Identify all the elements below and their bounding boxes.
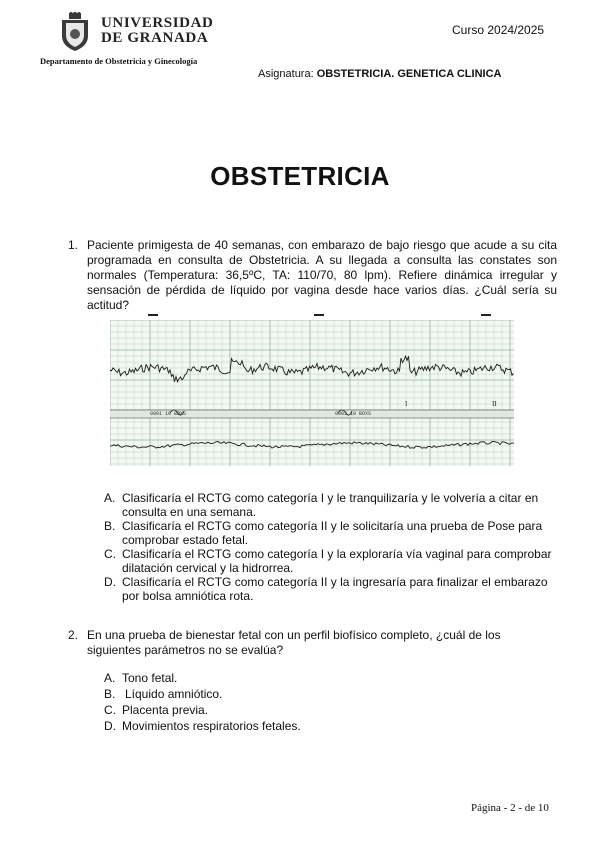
question-1-option-b [104,519,554,547]
option-letter: B. [104,687,116,701]
option-letter: D. [104,575,116,589]
university-name-line2: DE GRANADA [101,30,209,46]
option-text: Placenta previa. [122,703,209,717]
subject-value: OBSTETRICIA. GENETICA CLINICA [316,68,502,80]
ctg-trace-image [110,320,514,466]
university-name-line1: UNIVERSIDAD [101,15,214,31]
option-text: Clasificaría el RCTG como categoría II y le solicitaría una prueba de Pose para comprobar estado fetal. [122,519,543,547]
option-text: Clasificaría el RCTG como categoría II y la ingresaría para finalizar el embarazo por bolsa amniótica rota. [122,575,548,603]
question-1-number: 1. [68,238,79,252]
question-2-option-a [104,671,504,685]
question-1-text: Paciente primigesta de 40 semanas, con embarazo de bajo riesgo que acude a su cita programada en consulta de Obstetricia. A su llegada a consulta las constates son normales (Temperatura: 36,5ºC, TA: 110/70, 80 lpm). Refiere dinámica irregular y sensación de pérdida de líquido por vagina desde hace varios días. ¿Cuál sería su actitud? [87,238,557,312]
course-year: Curso 2024/2025 [452,23,545,37]
option-letter: A. [104,491,116,505]
ctg-top-mark-3 [481,314,491,316]
option-letter: C. [104,547,116,561]
option-text: Clasificaría el RCTG como categoría I y le tranquilizaría y le volvería a citar en consulta en una semana. [122,491,539,519]
ctg-marker-1: I [405,400,408,408]
department-name: Departamento de Obstetricia y Ginecología [40,56,198,66]
question-2-option-c [104,703,504,717]
question-1-option-c [104,547,554,575]
option-text: Líquido amniótico. [125,687,223,701]
page-title: OBSTETRICIA [210,161,390,191]
option-text: Tono fetal. [122,671,178,685]
ctg-top-mark-2 [314,314,324,316]
question-2-option-d [104,719,504,733]
ctg-top-mark-1 [148,314,158,316]
option-text: Clasificaría el RCTG como categoría I y la exploraría vía vaginal para comprobar dilatación cervical y la hidrorrea. [122,547,552,575]
svg-text:0001 10 BOXS: 0001 10 BOXS [150,411,187,417]
svg-text:0001 10 BOXS: 0001 10 BOXS [335,411,372,417]
question-1-option-d [104,575,554,603]
question-2-option-b [104,687,504,701]
option-letter: A. [104,671,116,685]
option-letter: D. [104,719,116,733]
question-2-number: 2. [68,628,79,642]
question-2-text: En una prueba de bienestar fetal con un perfil biofísico completo, ¿cuál de los siguientes parámetros no se evalúa? [87,628,501,657]
option-text: Movimientos respiratorios fetales. [122,719,301,733]
subject-label: Asignatura: [258,68,317,80]
ctg-marker-2: II [492,400,497,408]
subject-line [258,68,501,80]
question-1-option-a [104,491,554,519]
option-letter: B. [104,519,116,533]
university-crest-logo [58,12,92,52]
option-letter: C. [104,703,116,717]
page-number: Página - 2 - de 10 [471,802,549,814]
